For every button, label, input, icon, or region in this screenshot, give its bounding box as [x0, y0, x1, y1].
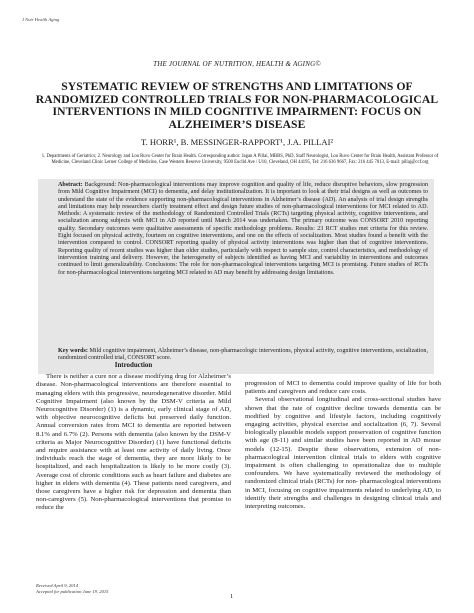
introduction-heading: Introduction [114, 362, 153, 369]
accepted-date: Accepted for publication June 19, 2015 [36, 588, 109, 594]
abstract-label: Abstract: [58, 182, 83, 188]
running-head: J Nutr Health Aging [22, 17, 60, 22]
left-column [36, 362, 231, 513]
intro-paragraph-2: Several observational longitudinal and cross-sectional studies have shown that the rate of cognitive decline towards dementia can be modified by cognitive and lifestyle factors, including cognitively engaging activities, physical exercise and socialization (6, 7). Several biologically plausible models support preservation of cognitive function with age (8-11) and similar studies have been reported in AD mouse models (12-15). Despite these observations, extension of non-pharmacological intervention clinical trials to elders with cognitive impairment is often challenging to operationalize due to multiple confounders. We have systematically reviewed the methodology of randomized clinical trials (RCTs) for non- pharmacological interventions in MCI, focusing on cognitive impairments related to underlying AD, to identify their strengths and challenges in designing clinical trials and interpreting outcomes. [245, 396, 441, 511]
intro-paragraph-1: There is neither a cure nor a disease modifying drug for Alzheimer’s disease. Non-pharmacological interventions are therefore essential to managing elders with this progressive, neurodegenerative disorder. Mild Cognitive Impairment (also known by the DSM-V criteria as Mild Neurocognitive Disorder) (1) is a dynamic, early clinical stage of AD, with objective neurocognitive deficits but preserved daily function. Annual conversion rates from MCI to dementia are reported between 8.1% and 6.7% (2). Persons with dementia (also known by the DSM-V criteria as Major Neurocognitive Disorder) (1) have functional deficits and require assistance with at least one activity of daily living. Once individuals reach the stage of dementia, they are more likely to be hospitalized, and each hospitalization is likely to be more costly (3). Average cost of chronic conditions such as heart failure and diabetes are higher in elders with dementia (4). These patients need caregivers, and those caregivers have a higher risk for depression and dementia than non-caregivers (5). Non-pharmacological interventions that promise to reduce the [36, 373, 231, 512]
journal-name: THE JOURNAL OF NUTRITION, HEALTH & AGING© [153, 60, 321, 68]
abstract [58, 182, 428, 277]
page-number: 1 [230, 593, 234, 600]
article-title: SYSTEMATIC REVIEW OF STRENGTHS AND LIMITATIONS OF RANDOMIZED CONTROLLED TRIALS FOR NON-PHARMACOLOGICAL INTERVENTIONS IN MILD COGNITIVE IMPAIRMENT: FOCUS ON ALZHEIMER’S DISEASE [35, 80, 439, 131]
intro-paragraph-continued: progression of MCI to dementia could improve quality of life for both patients and caregivers and reduce care costs. [245, 380, 441, 396]
keywords-text: Mild cognitive impairment, Alzheimer’s disease, non-pharmacologic interventions, physical activity, cognitive interventions, socialization, randomized controlled trial, CONSORT score. [58, 348, 428, 362]
received-dates [36, 583, 108, 594]
author-list: T. HORR¹, B. MESSINGER-RAPPORT¹, J.A. PILLAI² [140, 137, 334, 147]
keywords-label: Key words: [58, 348, 88, 354]
right-column [245, 380, 441, 511]
abstract-body: Background: Non-pharmacological interventions may improve cognition and quality of life, reduce disruptive behaviors, slow progression from Mild Cognitive Impairment (MCI) to dementia, and delay institutionalization. It is important to look at their trial designs as well as outcomes to understand the state of the evidence supporting non-pharmacological interventions in Alzheimer’s disease (AD). An analysis of trial design strengths and limitations may help researchers clarify treatment effect and design future studies of non-pharmacological interventions for MCI related to AD. Methods: A systematic review of the methodology of Randomized Controlled Trials (RCTs) targeting physical activity, cognitive interventions, and socialization among subjects with MCI in AD reported until March 2014 was undertaken. The primary outcome was CONSORT 2010 reporting quality. Secondary outcomes were qualitative assessments of specific methodology problems. Results: 23 RCT studies met criteria for this review. Eight focused on physical activity, fourteen on cognitive interventions, and one on the effects of socialization. Most studies found a benefit with the intervention compared to control. CONSORT reporting quality of physical activity interventions was higher than that of cognitive interventions. Reporting quality of recent studies was higher than older studies, particularly with respect to sample size, control characteristics, and methodology of intervention training and delivery. However, the heterogeneity of subjects identified as having MCI and variability in interventions and outcomes continued to limit generalizability. Conclusions: The role for non-pharmacological interventions targeting MCI is promising. Future studies of RCTs for non-pharmacological interventions targeting MCI related to AD may benefit by addressing design limitations. [58, 182, 428, 276]
received-date: Received April 9, 2014 [36, 583, 79, 588]
keywords [58, 348, 428, 363]
affiliations: 1. Departments of Geriatrics; 2. Neurology and Lou Ruvo Center for Brain Health. Corresponding author: Jagan A Pillai, MBBS, PhD, Staff Neurologist, Lou Ruvo Center for Brain Health, Assistant Professor of Medicine, Cleveland Clinic Lerner College of Medicine, Case Western Reserve University, 9500 Euclid Ave / U10, Cleveland, OH 44195, Tel: 216 636 9667, Fax: 216 445 7013, E-mail: pillaj@ccf.org [41, 154, 439, 165]
